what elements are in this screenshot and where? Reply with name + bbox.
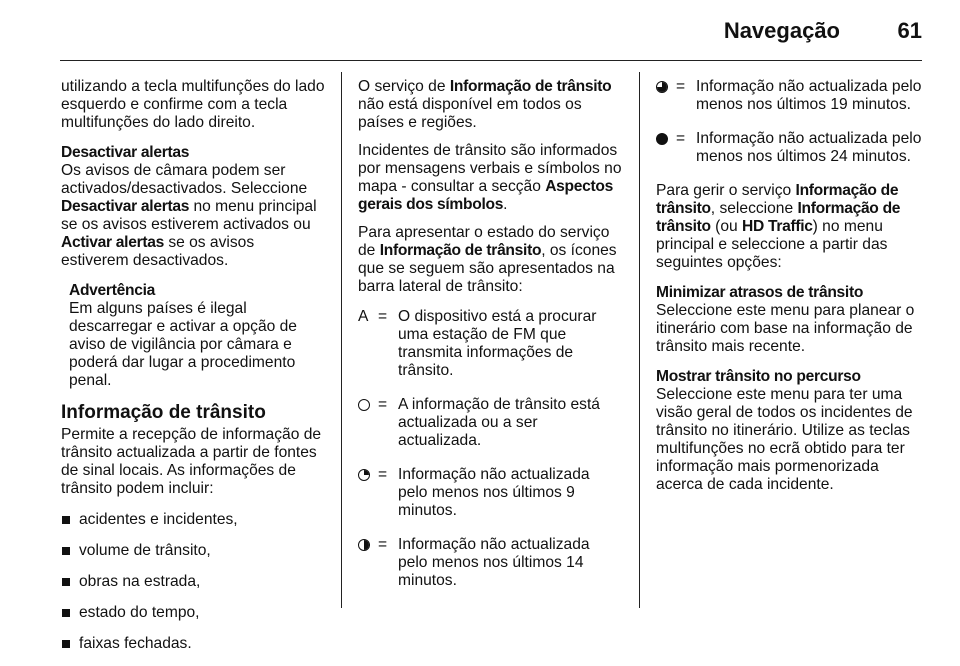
option-text: Seleccione este menu para ter uma visão geral de todos os incidentes de trânsito no itinerário. Utilize as teclas multifunções no ecrã obtido para ter informação mais pormenorizada acerca de cada incidente.: [656, 386, 913, 493]
option-heading: Mostrar trânsito no percurso: [656, 368, 861, 385]
list-item: acidentes e incidentes,: [61, 511, 326, 529]
full-circle-icon: [656, 133, 668, 145]
symbol-description: Informação não actualizada pelo menos nos últimos 14 minutos.: [398, 536, 590, 589]
symbol-row-half: [358, 536, 623, 590]
list-item: estado do tempo,: [61, 604, 326, 622]
bullet-list: [61, 511, 326, 653]
symbol-row-quarter: [358, 466, 623, 520]
column-1: [61, 78, 326, 666]
menu-ref: Activar alertas: [61, 234, 164, 251]
column-divider-2: [639, 72, 640, 608]
equals: =: [378, 536, 388, 553]
option-text: Seleccione este menu para planear o itinerário com base na informação de trânsito mais recente.: [656, 302, 915, 355]
three-quarter-circle-icon: [656, 81, 668, 93]
page-title: Navegação: [723, 18, 840, 43]
text: se os avisos estiverem desactivados.: [61, 234, 255, 269]
section-text: Permite a recepção de informação de trânsito actualizada a partir de fontes de sinal locais. As informações de trânsito podem incluir:: [61, 426, 322, 497]
alerts-heading: Desactivar alertas: [61, 144, 190, 161]
symbol-row-three-quarter: [656, 78, 926, 114]
symbol-description: O dispositivo está a procurar uma estação de FM que transmita informações de trânsito.: [398, 308, 597, 379]
list-item: obras na estrada,: [61, 573, 326, 591]
paragraph: Para gerir o serviço Informação de trânsito, seleccione Informação de trânsito (ou HD Traffic) no menu principal e seleccione a partir das seguintes opções:: [656, 182, 901, 271]
symbol-row-empty: [358, 396, 623, 450]
option-show-traffic: [656, 368, 926, 494]
page-header: [0, 0, 960, 60]
list-item: volume de trânsito,: [61, 542, 326, 560]
option-minimize-delays: [656, 284, 926, 356]
symbol-description: Informação não actualizada pelo menos nos últimos 9 minutos.: [398, 466, 590, 519]
symbol-a: A: [358, 308, 369, 325]
column-divider-1: [341, 72, 342, 608]
equals: =: [676, 78, 686, 95]
column-3: [656, 78, 926, 506]
equals: =: [378, 466, 388, 483]
equals: =: [378, 308, 388, 325]
symbol-row-a: [358, 308, 623, 380]
page-number: 61: [897, 18, 922, 43]
symbol-description: A informação de trânsito está actualizada ou a ser actualizada.: [398, 396, 600, 449]
symbol-row-full: [656, 130, 926, 166]
equals: =: [378, 396, 388, 413]
section-heading: Informação de trânsito: [61, 402, 266, 423]
warning-text: Em alguns países é ilegal descarregar e activar a opção de aviso de vigilância por câmara e poderá dar lugar a procedimento penal.: [69, 300, 297, 389]
paragraph: O serviço de Informação de trânsito não está disponível em todos os países e regiões.: [358, 78, 612, 131]
header-divider: [60, 60, 922, 61]
half-circle-icon: [358, 539, 370, 551]
paragraph: Para apresentar o estado do serviço de Informação de trânsito, os ícones que se seguem são apresentados na barra lateral de trânsito:: [358, 224, 617, 295]
menu-ref: Desactivar alertas: [61, 198, 190, 215]
text: Os avisos de câmara podem ser activados/desactivados. Seleccione: [61, 162, 308, 197]
alerts-section: [61, 144, 326, 270]
list-item: faixas fechadas.: [61, 635, 326, 653]
column-2: [358, 78, 623, 606]
empty-circle-icon: [358, 399, 370, 411]
text: no menu principal se os avisos estiverem activados ou: [61, 198, 317, 233]
warning-heading: Advertência: [69, 282, 155, 299]
quarter-circle-icon: [358, 469, 370, 481]
warning-note: [69, 282, 326, 390]
symbol-description: Informação não actualizada pelo menos nos últimos 19 minutos.: [696, 78, 922, 113]
symbol-description: Informação não actualizada pelo menos nos últimos 24 minutos.: [696, 130, 922, 165]
paragraph: Incidentes de trânsito são informados por mensagens verbais e símbolos no mapa - consultar a secção Aspectos gerais dos símbolos.: [358, 142, 622, 213]
equals: =: [676, 130, 686, 147]
option-heading: Minimizar atrasos de trânsito: [656, 284, 864, 301]
paragraph: utilizando a tecla multifunções do lado esquerdo e confirme com a tecla multifunções do lado direito.: [61, 78, 325, 131]
